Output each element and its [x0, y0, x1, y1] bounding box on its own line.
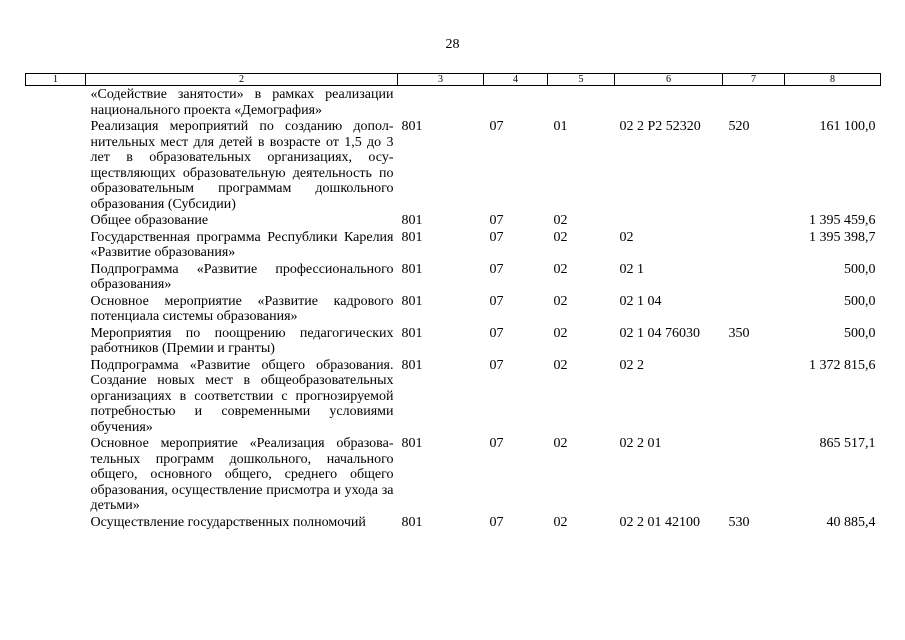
amount-value: 1 395 398,7 [809, 229, 876, 245]
expense-type-code [723, 229, 785, 261]
admin-code [398, 86, 484, 119]
admin-code: 801 [401, 229, 423, 245]
amount-value: 500,0 [844, 325, 876, 341]
subsection-code: 02 [553, 325, 568, 341]
section-code [484, 86, 548, 119]
item-name: Основное мероприятие «Реализация образовательных программ дошкольного, начального общего, основного общего, среднего общего образования, осуществление присмотра и ухода за детьми» [90, 436, 394, 513]
item-name: Подпрограмма «Развитие общего образования. Создание новых мест в общеобразовательных организациях в соответствии с прогнозируемой потребностью и современными условиями обучения» [90, 357, 394, 435]
cell-column-1 [26, 261, 86, 293]
section-code: 07 [489, 213, 504, 228]
section-code: 07 [489, 436, 504, 451]
table-row [26, 325, 881, 357]
table-row [26, 357, 881, 436]
table-row [26, 212, 881, 229]
subsection-code: 02 [553, 514, 568, 530]
column-header-1: 1 [26, 74, 86, 86]
admin-code: 801 [401, 261, 423, 277]
expense-type-code [723, 435, 785, 514]
subsection-code: 01 [553, 119, 568, 134]
section-code: 07 [489, 261, 504, 277]
table-row [26, 293, 881, 325]
page-number: 28 [445, 37, 460, 52]
expense-type-code: 350 [728, 325, 750, 341]
table-header [26, 74, 881, 86]
admin-code: 801 [401, 357, 423, 373]
subsection-code: 02 [553, 436, 568, 451]
cell-column-1 [26, 357, 86, 436]
admin-code: 801 [401, 213, 423, 228]
cell-column-1 [26, 118, 86, 212]
subsection-code [548, 86, 615, 119]
amount-value: 500,0 [844, 293, 876, 309]
target-article-code [615, 212, 723, 229]
cell-column-1 [26, 325, 86, 357]
expense-type-code: 520 [728, 119, 750, 134]
section-code: 07 [489, 357, 504, 373]
section-code: 07 [489, 119, 504, 134]
column-header-6: 6 [615, 74, 723, 86]
table-row [26, 435, 881, 514]
expense-type-code [723, 212, 785, 229]
expense-type-code [723, 261, 785, 293]
item-name: «Содействие занятости» в рамках реализации национального проекта «Демография» [90, 87, 394, 118]
amount-value: 40 885,4 [826, 514, 876, 530]
target-article-code: 02 2 [619, 357, 644, 373]
column-header-4: 4 [484, 74, 548, 86]
section-code: 07 [489, 325, 504, 341]
target-article-code: 02 1 04 76030 [619, 325, 700, 341]
subsection-code: 02 [553, 213, 568, 228]
cell-column-1 [26, 86, 86, 119]
target-article-code: 02 1 [619, 261, 644, 277]
cell-column-1 [26, 293, 86, 325]
target-article-code [615, 86, 723, 119]
admin-code: 801 [401, 293, 423, 309]
amount-value: 865 517,1 [819, 436, 876, 451]
target-article-code: 02 [619, 229, 634, 245]
expense-type-code [723, 357, 785, 436]
item-name: Основное мероприятие «Развитие кадрового потенциала системы образования» [90, 293, 394, 324]
table-row [26, 261, 881, 293]
subsection-code: 02 [553, 293, 568, 309]
amount-value: 1 395 459,6 [809, 213, 876, 228]
column-header-8: 8 [785, 74, 881, 86]
cell-column-1 [26, 435, 86, 514]
admin-code: 801 [401, 514, 423, 530]
item-name: Мероприятия по поощрению педагогических работников (Премии и гранты) [90, 325, 394, 356]
target-article-code: 02 2 01 42100 [619, 514, 700, 530]
item-name: Общее образование [90, 213, 209, 228]
table-body [26, 86, 881, 531]
amount-value [785, 86, 881, 119]
amount-value: 500,0 [844, 261, 876, 277]
table-row [26, 229, 881, 261]
item-name: Реализация мероприятий по созданию дополнительных мест для детей в возрасте от 1,5 до 3 лет в образовательных организациях, осуществляющих образовательную деятельность по образовательным программам дошкольного образования (Субсидии) [90, 119, 394, 212]
admin-code: 801 [401, 119, 423, 134]
column-header-5: 5 [548, 74, 615, 86]
expense-type-code [723, 86, 785, 119]
section-code: 07 [489, 293, 504, 309]
expense-type-code: 530 [728, 514, 750, 530]
subsection-code: 02 [553, 261, 568, 277]
target-article-code: 02 2 01 [619, 436, 662, 451]
cell-column-1 [26, 514, 86, 531]
budget-table [25, 73, 881, 530]
table-row [26, 514, 881, 531]
item-name: Государственная программа Республики Карелия «Развитие образования» [90, 229, 394, 260]
expense-type-code [723, 293, 785, 325]
admin-code: 801 [401, 325, 423, 341]
section-code: 07 [489, 514, 504, 530]
amount-value: 161 100,0 [819, 119, 876, 134]
item-name: Осуществление государственных полномочий [90, 514, 366, 530]
admin-code: 801 [401, 436, 423, 451]
section-code: 07 [489, 229, 504, 245]
column-header-2: 2 [86, 74, 398, 86]
target-article-code: 02 1 04 [619, 293, 662, 309]
cell-column-1 [26, 212, 86, 229]
table-row [26, 118, 881, 212]
column-number-row [26, 74, 881, 86]
cell-column-1 [26, 229, 86, 261]
table-row [26, 86, 881, 119]
subsection-code: 02 [553, 357, 568, 373]
subsection-code: 02 [553, 229, 568, 245]
column-header-3: 3 [398, 74, 484, 86]
item-name: Подпрограмма «Развитие профессионального образования» [90, 261, 394, 292]
column-header-7: 7 [723, 74, 785, 86]
target-article-code: 02 2 Р2 52320 [619, 119, 701, 134]
amount-value: 1 372 815,6 [809, 357, 876, 373]
